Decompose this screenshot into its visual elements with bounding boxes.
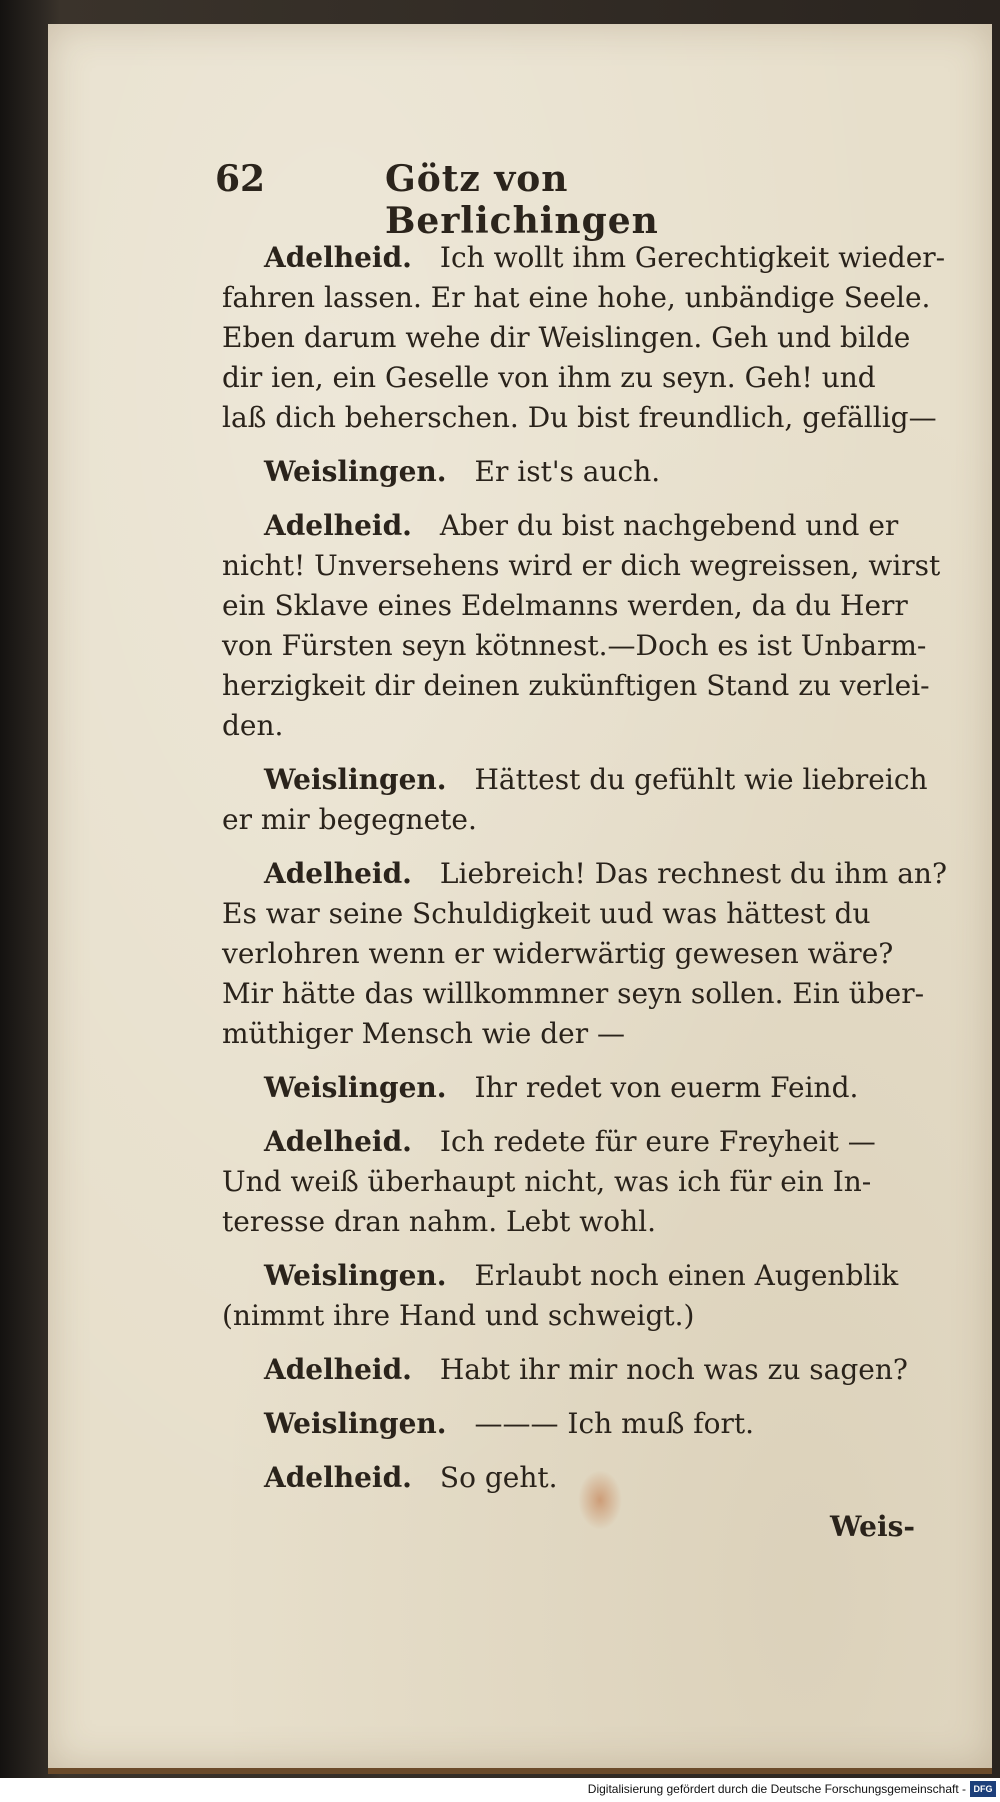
speaker-name: Weislingen. — [264, 1071, 447, 1104]
speaker-name: Weislingen. — [264, 455, 447, 488]
line-text: dir ien, ein Geselle von ihm zu seyn. Geh! und — [222, 361, 876, 394]
speech-block — [222, 1404, 922, 1444]
dfg-logo: DFG — [970, 1781, 996, 1797]
line-text: von Fürsten seyn kötnnest.—Doch es ist Unbarm- — [222, 629, 927, 662]
text-line — [222, 800, 922, 840]
line-text: Aber du bist nachgebend und er — [439, 509, 899, 542]
speech-block — [222, 238, 946, 438]
line-text: er mir begegnete. — [222, 803, 477, 836]
text-line — [222, 854, 947, 894]
line-text: verlohren wenn er widerwärtig gewesen wäre? — [222, 937, 894, 970]
text-line — [222, 1162, 922, 1202]
line-text: (nimmt ihre Hand und schweigt.) — [222, 1299, 695, 1332]
line-text: Mir hätte das willkommner seyn sollen. Ein über- — [222, 977, 925, 1010]
speech-block — [222, 760, 928, 840]
speech-block — [222, 1068, 922, 1108]
speaker-name: Weislingen. — [264, 763, 447, 796]
line-text: herzigkeit dir deinen zukünftigen Stand zu verlei- — [222, 669, 930, 702]
text-line — [222, 974, 925, 1014]
line-text: ein Sklave eines Edelmanns werden, da du Herr — [222, 589, 908, 622]
speaker-name: Adelheid. — [264, 241, 412, 274]
speech-block — [222, 506, 941, 746]
text-line — [222, 318, 922, 358]
speech-block — [222, 452, 922, 492]
line-text: teresse dran nahm. Lebt wohl. — [222, 1205, 656, 1238]
speech-block — [222, 1122, 922, 1242]
line-text: So geht. — [439, 1461, 558, 1494]
running-title: Götz von Berlichingen — [385, 158, 659, 242]
line-text: fahren lassen. Er hat eine hohe, unbändige Seele. — [222, 281, 931, 314]
text-line — [222, 358, 922, 398]
line-text: Eben darum wehe dir Weislingen. Geh und bilde — [222, 321, 911, 354]
page-header — [215, 158, 775, 242]
footer-credit-text: Digitalisierung gefördert durch die Deutsche Forschungsgemeinschaft - — [587, 1782, 966, 1796]
text-line — [222, 1404, 922, 1444]
text-line — [222, 626, 927, 666]
line-text: nicht! Unversehens wird er dich wegreissen, wirst — [222, 549, 941, 582]
speaker-name: Adelheid. — [264, 1125, 412, 1158]
text-line — [222, 238, 946, 278]
line-text: Habt ihr mir noch was zu sagen? — [439, 1353, 908, 1386]
line-text: Es war seine Schuldigkeit uud was hättest du — [222, 897, 871, 930]
text-line — [222, 398, 937, 438]
text-line — [222, 1256, 922, 1296]
line-text: Ich wollt ihm Gerechtigkeit wieder- — [439, 241, 946, 274]
line-text: Hättest du gefühlt wie liebreich — [474, 763, 928, 796]
text-line — [222, 894, 922, 934]
line-text: Ihr redet von euerm Feind. — [474, 1071, 859, 1104]
text-line — [222, 452, 922, 492]
speaker-name: Adelheid. — [264, 509, 412, 542]
text-line — [222, 1350, 922, 1390]
speech-block — [222, 1458, 922, 1498]
text-line — [222, 1014, 922, 1054]
text-line — [222, 278, 931, 318]
line-text: ——— Ich muß fort. — [474, 1407, 755, 1440]
line-text: müthiger Mensch wie der — — [222, 1017, 626, 1050]
text-line — [222, 1296, 922, 1336]
line-text: Erlaubt noch einen Augenblik — [474, 1259, 899, 1292]
footer-credit-bar — [0, 1778, 1000, 1802]
page-number: 62 — [215, 158, 266, 200]
text-line — [222, 546, 941, 586]
speaker-name: Adelheid. — [264, 1461, 412, 1494]
line-text: Und weiß überhaupt nicht, was ich für ein In- — [222, 1165, 872, 1198]
line-text: Ich redete für eure Freyheit — — [439, 1125, 876, 1158]
line-text: Er ist's auch. — [474, 455, 661, 488]
text-line — [222, 706, 922, 746]
speech-block — [222, 1350, 922, 1390]
body-text — [222, 238, 947, 1512]
catchword: Weis- — [830, 1510, 915, 1543]
text-line — [222, 1122, 922, 1162]
speaker-name: Adelheid. — [264, 1353, 412, 1386]
text-line — [222, 1458, 922, 1498]
speech-block — [222, 1256, 922, 1336]
line-text: laß dich beherschen. Du bist freundlich, gefällig— — [222, 401, 937, 434]
speaker-name: Weislingen. — [264, 1407, 447, 1440]
text-line — [222, 1068, 922, 1108]
text-line — [222, 1202, 922, 1242]
text-line — [222, 666, 930, 706]
speaker-name: Weislingen. — [264, 1259, 447, 1292]
page-edge — [48, 1768, 992, 1774]
line-text: Liebreich! Das rechnest du ihm an? — [439, 857, 947, 890]
text-line — [222, 506, 922, 546]
text-line — [222, 586, 922, 626]
speaker-name: Adelheid. — [264, 857, 412, 890]
text-line — [222, 934, 922, 974]
line-text: den. — [222, 709, 284, 742]
speech-block — [222, 854, 947, 1054]
text-line — [222, 760, 928, 800]
